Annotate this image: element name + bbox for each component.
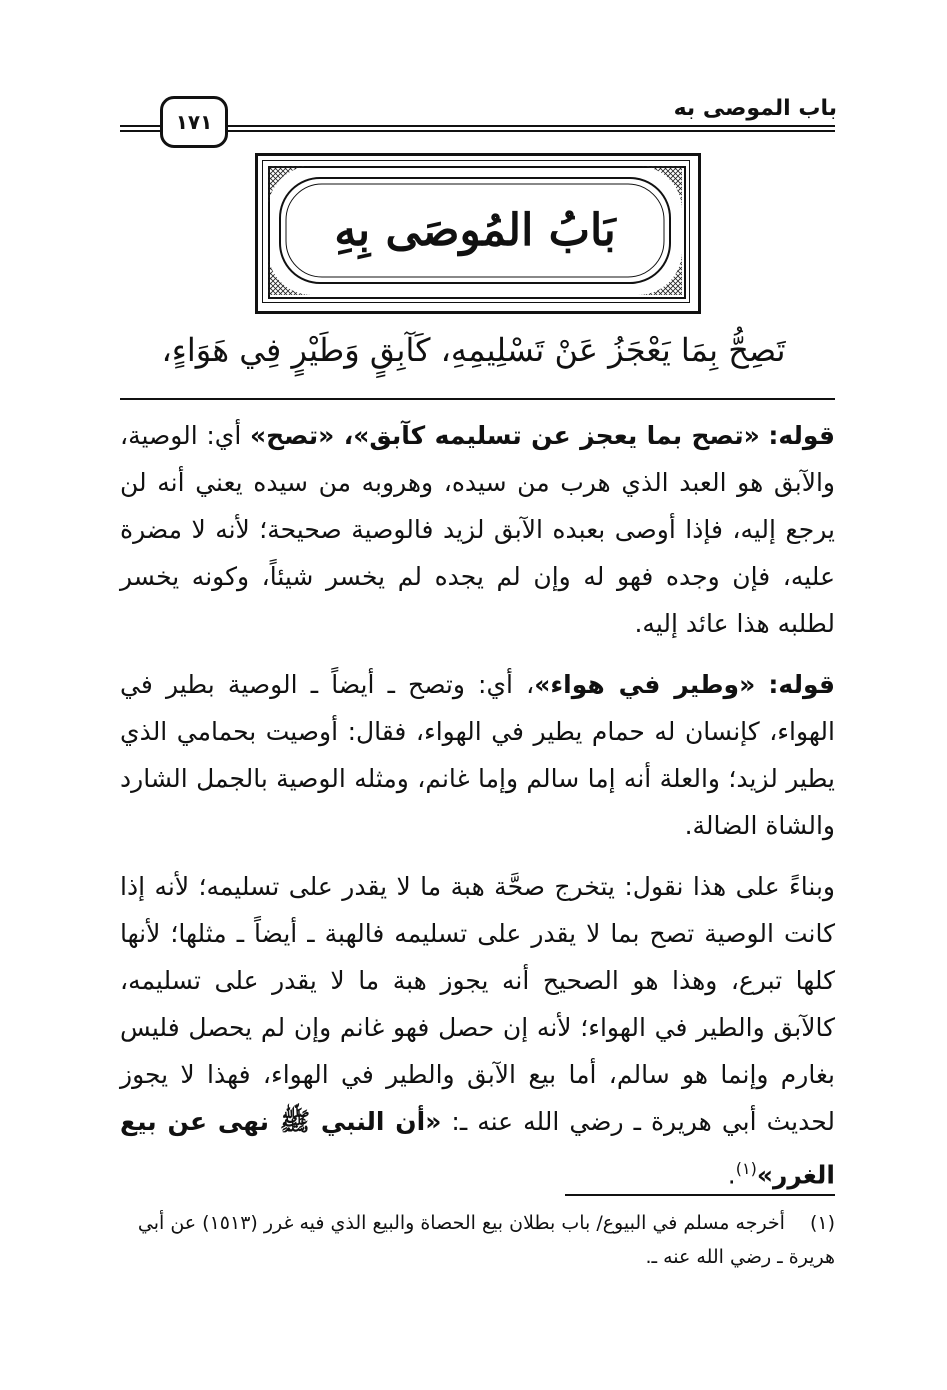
paragraph-text: ، أي: وتصح ـ أيضاً ـ الوصية بطير في الهواء، كإنسان له حمام يطير في الهواء، فقال: أوصيت بحمامي الذي يطير لزيد؛ والعلة أنه إما سالم وإما غانم، ومثله الوصية بالجمل الشارد والشاة الضالة. xyxy=(120,670,835,840)
paragraph xyxy=(120,863,835,1198)
paragraph xyxy=(120,661,835,849)
verse-line: تَصِحُّ بِمَا يَعْجَزُ عَنْ تَسْلِيمِهِ، كَآبِقٍ وَطَيْرٍ فِي هَوَاءٍ، xyxy=(161,331,786,369)
verse-separator-rule xyxy=(120,398,835,400)
footnote-reference: (١) xyxy=(735,1159,757,1178)
footnote-text: أخرجه مسلم في البيوع/ باب بطلان بيع الحصاة والبيع الذي فيه غرر (١٥١٣) عن أبي هريرة ـ رضي الله عنه ـ. xyxy=(137,1212,835,1268)
body-text xyxy=(120,412,835,1212)
paragraph-lead: قوله: xyxy=(768,421,835,450)
page-number: ١٧١ xyxy=(160,96,228,148)
quoted-text: «تصح بما يعجز عن تسليمه كآبق»، «تصح» xyxy=(249,421,760,450)
running-header-title: باب الموصى به xyxy=(673,96,837,121)
footnote-number: (١) xyxy=(809,1212,835,1234)
footnote xyxy=(120,1206,835,1274)
paragraph-end: . xyxy=(727,1160,736,1190)
paragraph xyxy=(120,412,835,647)
paragraph-lead: قوله: xyxy=(768,670,835,699)
quoted-text: «وطير في هواء» xyxy=(534,670,756,699)
footnote-rule xyxy=(565,1194,835,1196)
chapter-title: بَابُ المُوصَى بِهِ xyxy=(334,204,616,256)
hadith-quote: «أن النبي ﷺ نهى عن بيع الغرر» xyxy=(120,1107,835,1190)
paragraph-text: وبناءً على هذا نقول: يتخرج صحَّة هبة ما لا يقدر على تسليمه؛ لأنه إذا كانت الوصية تصح بما لا يقدر على تسليمه فالهبة ـ أيضاً ـ مثلها؛ لأنها كلها تبرع، وهذا هو الصحيح أنه يجوز هبة ما لا يقدر على تسليمه، كالآبق والطير في الهواء؛ لأنه إن حصل فهو غانم وإن لم يحصل فليس بغارم وإنما هو سالم، أما بيع الآبق والطير في الهواء، فهذا لا يجوز لحديث أبي هريرة ـ رضي الله عنه ـ: xyxy=(120,872,835,1136)
paragraph-text: أي: الوصية، والآبق هو العبد الذي هرب من سيده، وهروبه من سيده يعني أنه لن يرجع إليه، فإذا أوصى بعبده الآبق لزيد فالوصية صحيحة؛ لأنه لا مضرة عليه، فإن وجده فهو له وإن لم يجده لم يخسر شيئاً، وكونه يخسر لطلبه هذا عائد إليه. xyxy=(120,421,835,638)
